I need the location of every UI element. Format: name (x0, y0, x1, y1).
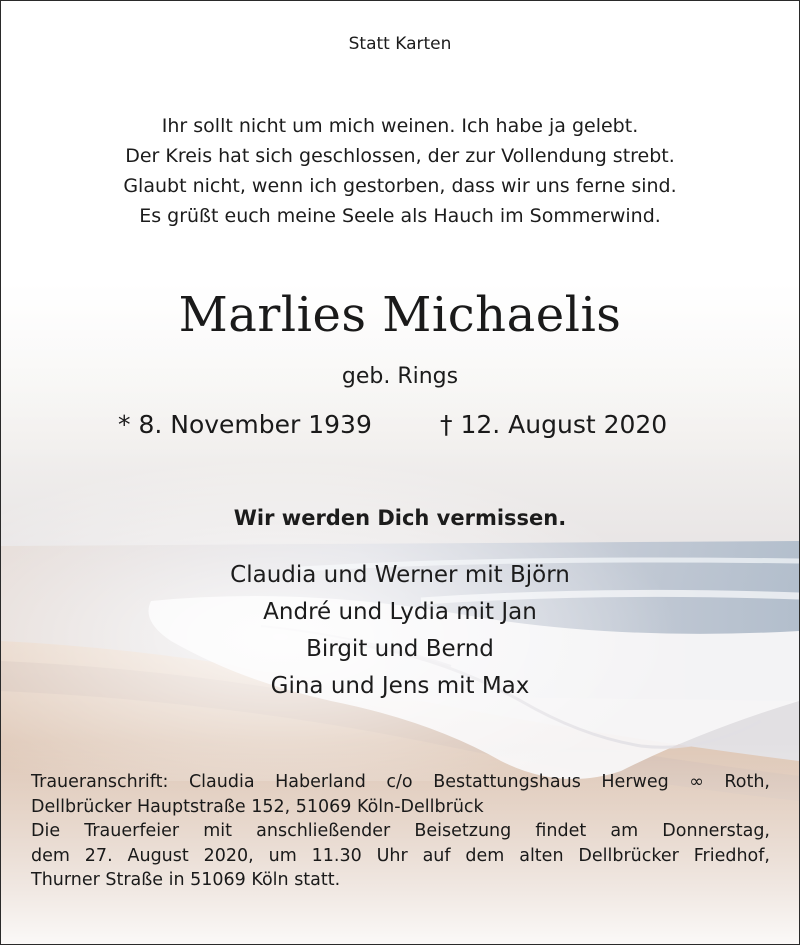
motto: Wir werden Dich vermissen. (233, 506, 567, 530)
deceased-name: Marlies Michaelis (178, 287, 622, 343)
address-line: Traueranschrift: Claudia Haberland c/o Bestattungshaus Herweg ∞ Roth, (31, 772, 770, 792)
service-line: Die Trauerfeier mit anschließender Beisetzung findet am Donnerstag, (31, 821, 770, 841)
family-line: André und Lydia mit Jan (263, 599, 537, 625)
poem-line: Es grüßt euch meine Seele als Hauch im Sommerwind. (139, 205, 661, 227)
service-line: Thurner Straße in 51069 Köln statt. (31, 870, 341, 890)
poem-line: Der Kreis hat sich geschlossen, der zur Vollendung strebt. (125, 145, 675, 167)
birth-name: geb. Rings (341, 364, 459, 389)
death-date: † 12. August 2020 (440, 410, 668, 439)
family-line: Claudia und Werner mit Björn (230, 562, 570, 588)
funeral-info (31, 770, 770, 893)
family-line: Gina und Jens mit Max (270, 673, 530, 699)
family-line: Birgit und Bernd (306, 636, 494, 662)
service-line: dem 27. August 2020, um 11.30 Uhr auf dem alten Dellbrücker Friedhof, (31, 845, 770, 866)
birth-date: * 8. November 1939 (118, 410, 372, 439)
family-list (0, 557, 800, 705)
poem-line: Ihr sollt nicht um mich weinen. Ich habe ja gelebt. (161, 115, 639, 137)
statt-karten-label: Statt Karten (348, 34, 452, 54)
address-line: Dellbrücker Hauptstraße 152, 51069 Köln-Dellbrück (31, 796, 484, 817)
poem-line: Glaubt nicht, wenn ich gestorben, dass wir uns ferne sind. (123, 175, 677, 197)
poem (0, 111, 800, 231)
